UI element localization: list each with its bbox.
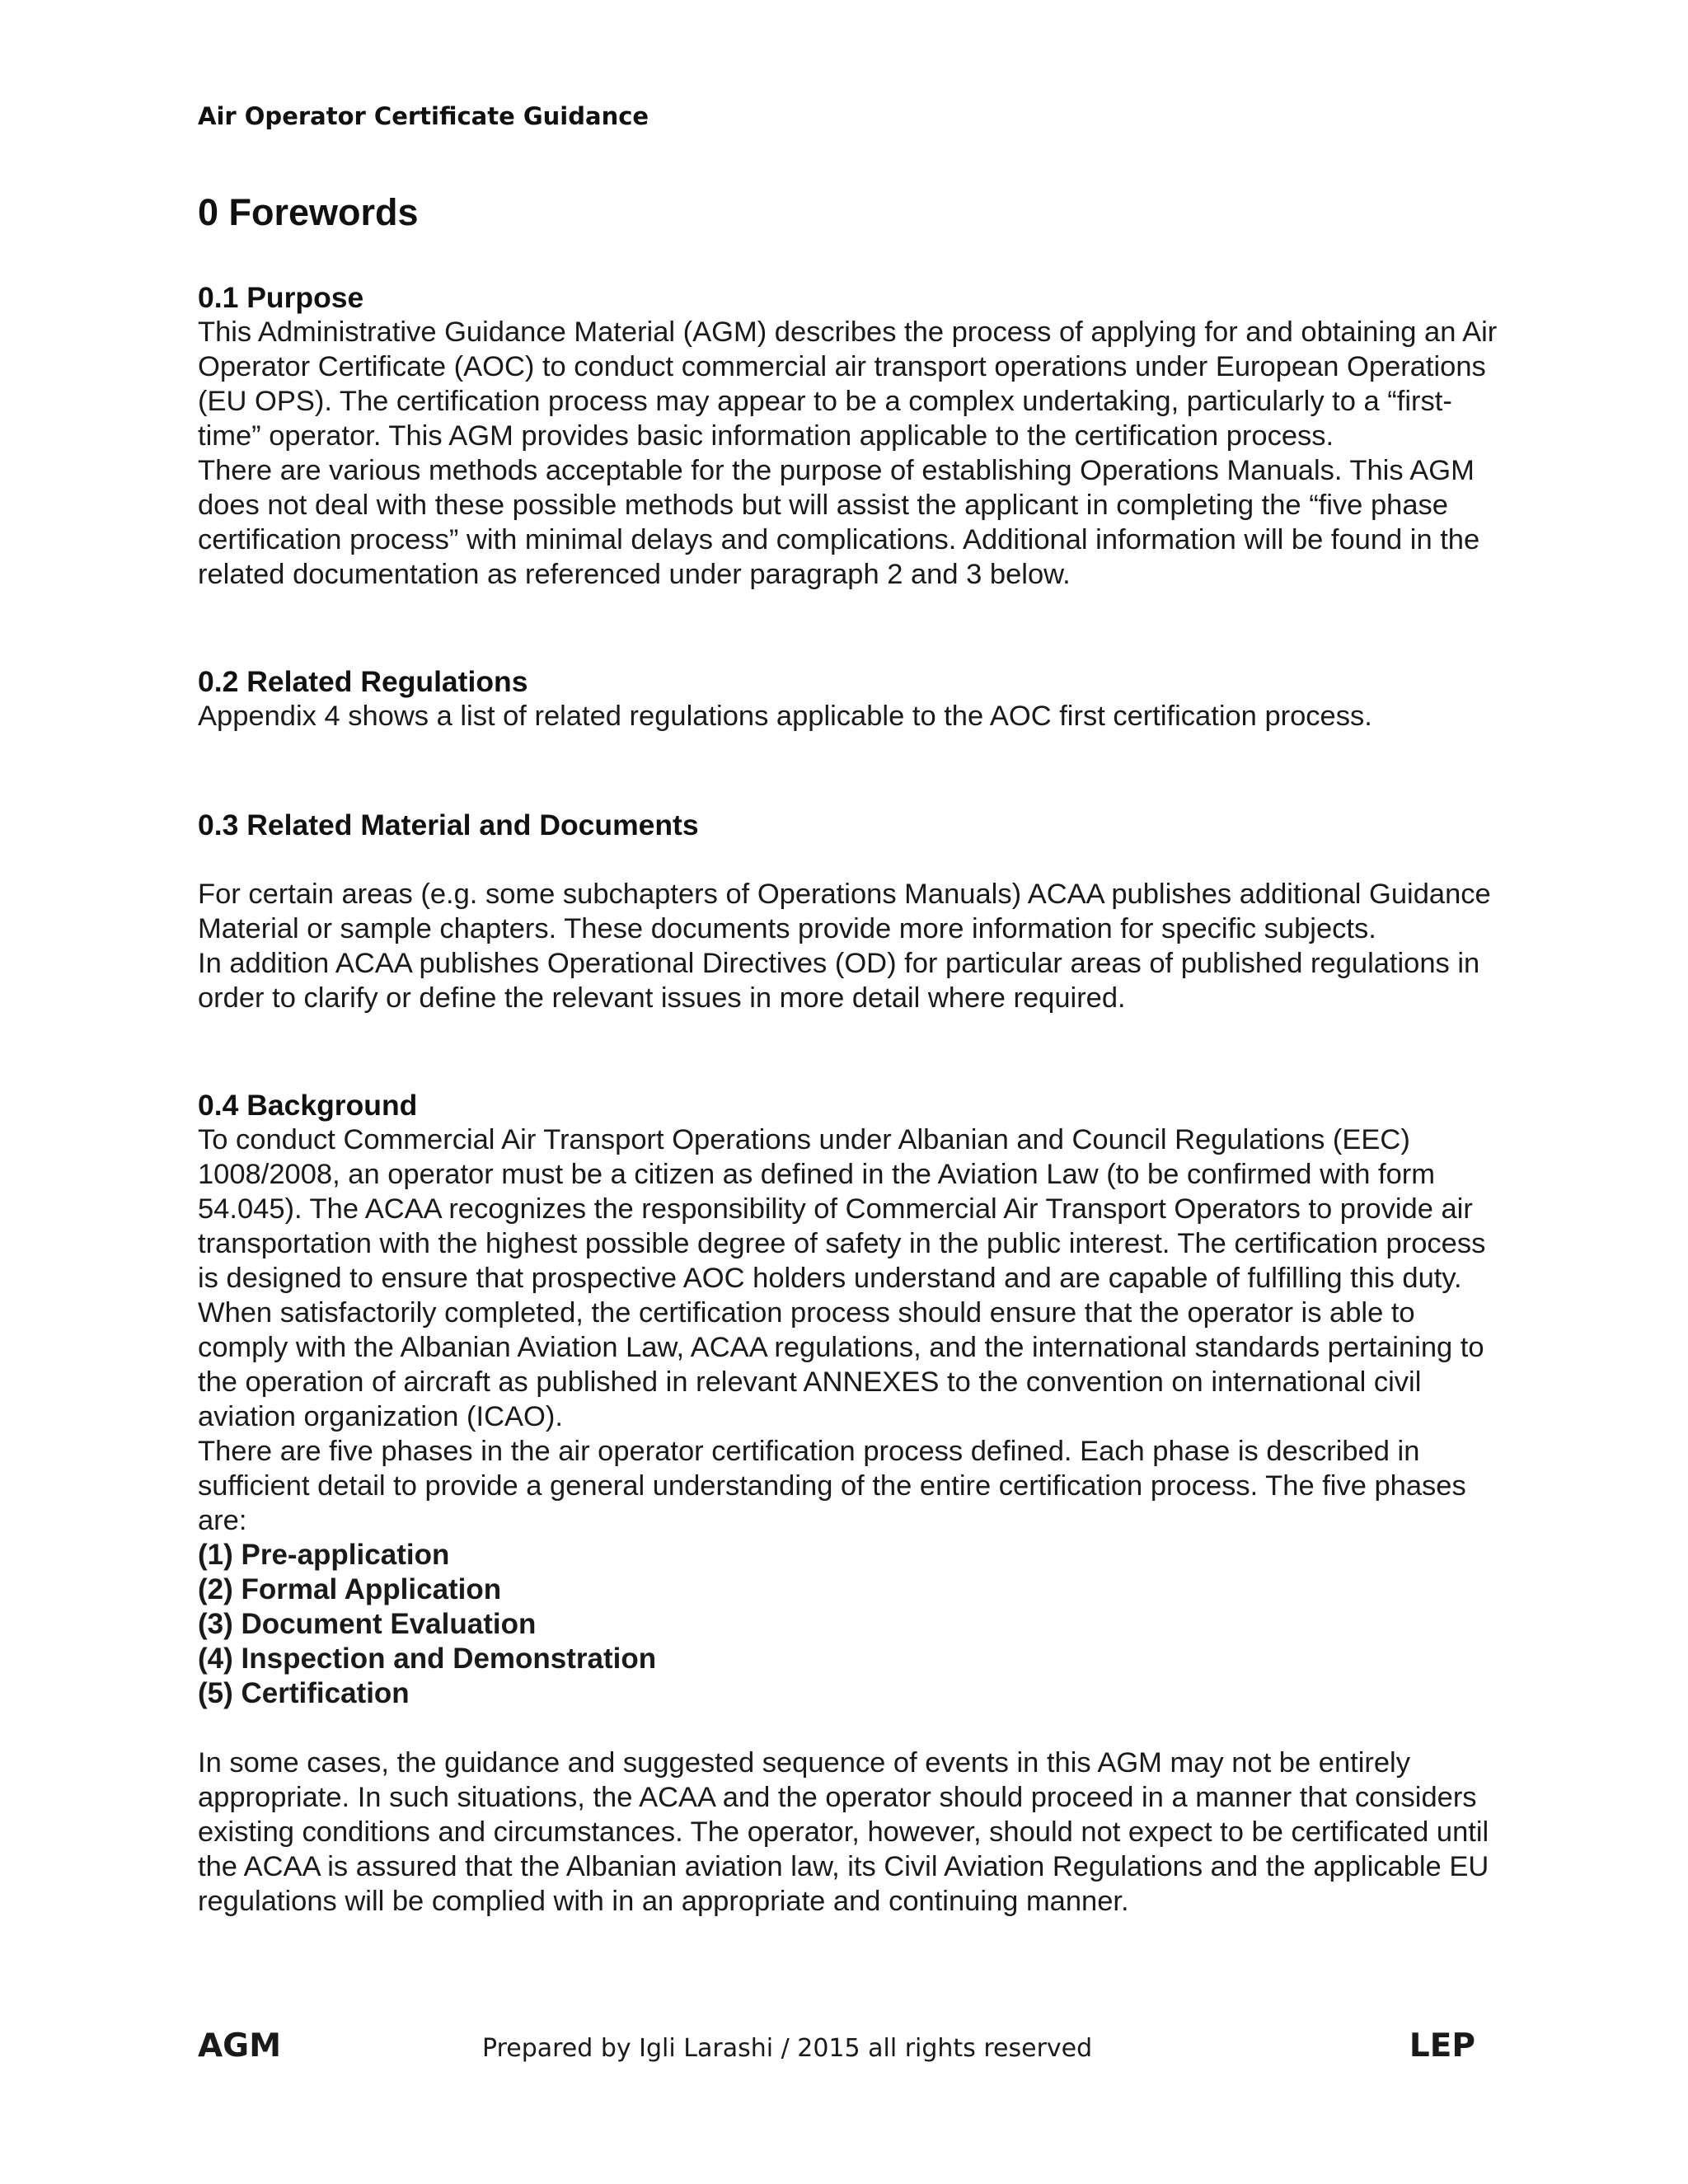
footer-right: LEP xyxy=(1409,2027,1475,2064)
section-regulations xyxy=(198,664,1500,733)
paragraph: To conduct Commercial Air Transport Operations under Albanian and Council Regulations (EEC) 1008/2008, an operator must be a citizen as defined in the Aviation Law (to be confirmed with form 54.045). The ACAA recognizes the responsibility of Commercial Air Transport Operators to provide air transportation with the highest possible degree of safety in the public interest. The certification process is designed to ensure that prospective AOC holders understand and are capable of fulfilling this duty. When satisfactorily completed, the certification process should ensure that the operator is able to comply with the Albanian Aviation Law, ACAA regulations, and the international standards pertaining to the operation of aircraft as published in relevant ANNEXES to the convention on international civil aviation organization (ICAO). xyxy=(198,1124,1486,1432)
paragraph: This Administrative Guidance Material (AGM) describes the process of applying for and obtaining an Air Operator Certificate (AOC) to conduct commercial air transport operations under European Operations (EU OPS). The certification process may appear to be a complex undertaking, particularly to a “first-time” operator. This AGM provides basic information applicable to the certification process. xyxy=(198,316,1498,452)
section-heading: 0.2 Related Regulations xyxy=(198,665,528,698)
phase-list xyxy=(198,1538,1500,1711)
chapter-title: 0 Forewords xyxy=(198,191,419,233)
footer-center: Prepared by Igli Larashi / 2015 all rights reserved xyxy=(482,2034,1093,2063)
section-heading: 0.3 Related Material and Documents xyxy=(198,808,699,841)
phase-item: (1) Pre-application xyxy=(198,1539,450,1571)
paragraph: Appendix 4 shows a list of related regulations applicable to the AOC first certification process. xyxy=(198,701,1372,732)
section-material xyxy=(198,808,1500,1015)
paragraph: In addition ACAA publishes Operational Directives (OD) for particular areas of published regulations in order to clarify or define the relevant issues in more detail where required. xyxy=(198,948,1480,1014)
paragraph: There are various methods acceptable for the purpose of establishing Operations Manuals. This AGM does not deal with these possible methods but will assist the applicant in completing the “five phase certification process” with minimal delays and complications. Additional information will be found in the related documentation as referenced under paragraph 2 and 3 below. xyxy=(198,455,1480,590)
phase-item: (5) Certification xyxy=(198,1677,410,1709)
section-purpose xyxy=(198,280,1500,592)
section-heading: 0.1 Purpose xyxy=(198,281,364,314)
paragraph: In some cases, the guidance and suggested sequence of events in this AGM may not be entirely appropriate. In such situations, the ACAA and the operator should proceed in a manner that considers existing conditions and circumstances. The operator, however, should not expect to be certificated until the ACAA is assured that the Albanian aviation law, its Civil Aviation Regulations and the applicable EU regulations will be complied with in an appropriate and continuing manner. xyxy=(198,1747,1489,1917)
running-header: Air Operator Certificate Guidance xyxy=(198,102,649,130)
paragraph: For certain areas (e.g. some subchapters of Operations Manuals) ACAA publishes additional Guidance Material or sample chapters. These documents provide more information for specific subjects. xyxy=(198,879,1491,944)
page-footer xyxy=(198,2027,1475,2069)
phase-item: (4) Inspection and Demonstration xyxy=(198,1643,657,1675)
phase-item: (3) Document Evaluation xyxy=(198,1608,537,1640)
footer-left: AGM xyxy=(198,2027,282,2064)
section-heading: 0.4 Background xyxy=(198,1089,418,1122)
paragraph: There are five phases in the air operator certification process defined. Each phase is described in sufficient detail to provide a general understanding of the entire certification process. The five phases are: xyxy=(198,1436,1466,1536)
phase-item: (2) Formal Application xyxy=(198,1573,502,1605)
section-background xyxy=(198,1088,1500,1919)
